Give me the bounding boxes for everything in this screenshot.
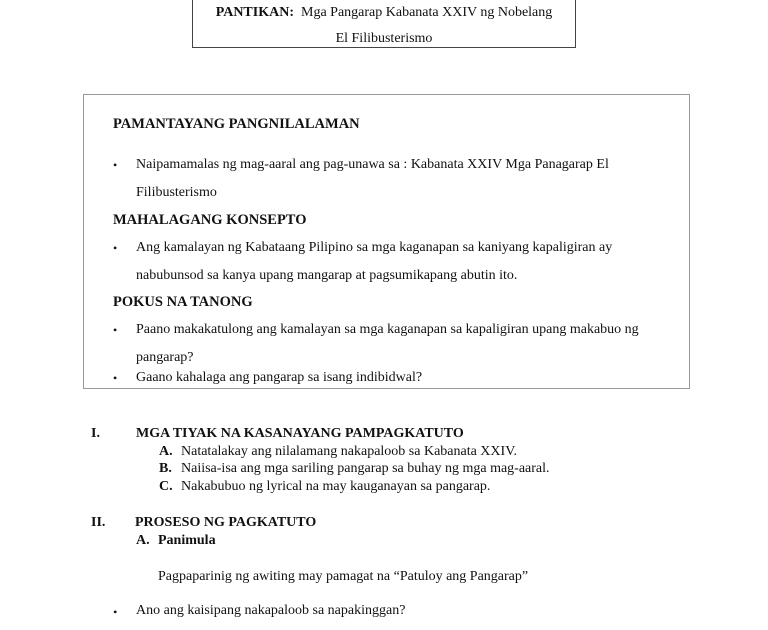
section1-item-letter: B. bbox=[159, 461, 172, 476]
konsepto-item-line2: nabubunsod sa kanya upang mangarap at pagsumikapang abutin ito. bbox=[136, 268, 518, 283]
bullet-icon: • bbox=[113, 605, 118, 619]
pamantayan-heading: PAMANTAYANG PANGNILALAMAN bbox=[113, 116, 360, 132]
pamantayan-item-line1: Naipamamalas ng mag-aaral ang pag-unawa sa : Kabanata XXIV Mga Panagarap El bbox=[136, 157, 609, 172]
section1-item-letter: A. bbox=[159, 444, 173, 459]
bullet-icon: • bbox=[113, 158, 118, 172]
bullet-icon: • bbox=[113, 241, 118, 255]
section2-sub-heading: Panimula bbox=[158, 533, 216, 548]
title-label: PANTIKAN: bbox=[215, 5, 294, 20]
bullet-icon: • bbox=[113, 323, 118, 337]
section2-heading: PROSESO NG PAGKATUTO bbox=[135, 515, 317, 530]
section1-item-text: Natatalakay ang nilalamang nakapaloob sa Kabanata XXIV. bbox=[181, 444, 517, 459]
section1-numeral: I. bbox=[91, 426, 100, 441]
section2-paragraph: Pagpaparinig ng awiting may pamagat na “Patuloy ang Pangarap” bbox=[158, 569, 529, 584]
pokus-heading: POKUS NA TANONG bbox=[113, 294, 253, 310]
section1-item-letter: C. bbox=[159, 479, 173, 494]
section2-numeral: II. bbox=[91, 515, 106, 530]
konsepto-heading: MAHALAGANG KONSEPTO bbox=[113, 212, 307, 228]
title-text-1: Mga Pangarap Kabanata XXIV ng Nobelang bbox=[301, 5, 553, 20]
title-box bbox=[192, 0, 576, 48]
pamantayan-item-line2: Filibusterismo bbox=[136, 185, 217, 200]
section2-sub-letter: A. bbox=[136, 533, 150, 548]
section2-question: Ano ang kaisipang nakapaloob sa napakinggan? bbox=[136, 603, 406, 618]
title-line-1 bbox=[193, 3, 575, 23]
pokus-item1-line1: Paano makakatulong ang kamalayan sa mga kaganapan sa kapaligiran upang makabuo ng bbox=[136, 322, 639, 337]
section1-item-text: Naiisa-isa ang mga sariling pangarap sa buhay ng mga mag-aaral. bbox=[181, 461, 550, 476]
section1-item-text: Nakabubuo ng lyrical na may kauganayan sa pangarap. bbox=[181, 479, 491, 494]
bullet-icon: • bbox=[113, 371, 118, 385]
title-line-2: El Filibusterismo bbox=[335, 31, 433, 46]
pokus-item2: Gaano kahalaga ang pangarap sa isang indibidwal? bbox=[136, 370, 423, 385]
konsepto-item-line1: Ang kamalayan ng Kabataang Pilipino sa mga kaganapan sa kaniyang kapaligiran ay bbox=[136, 240, 613, 255]
section1-heading: MGA TIYAK NA KASANAYANG PAMPAGKATUTO bbox=[136, 426, 464, 441]
pokus-item1-line2: pangarap? bbox=[136, 350, 194, 365]
